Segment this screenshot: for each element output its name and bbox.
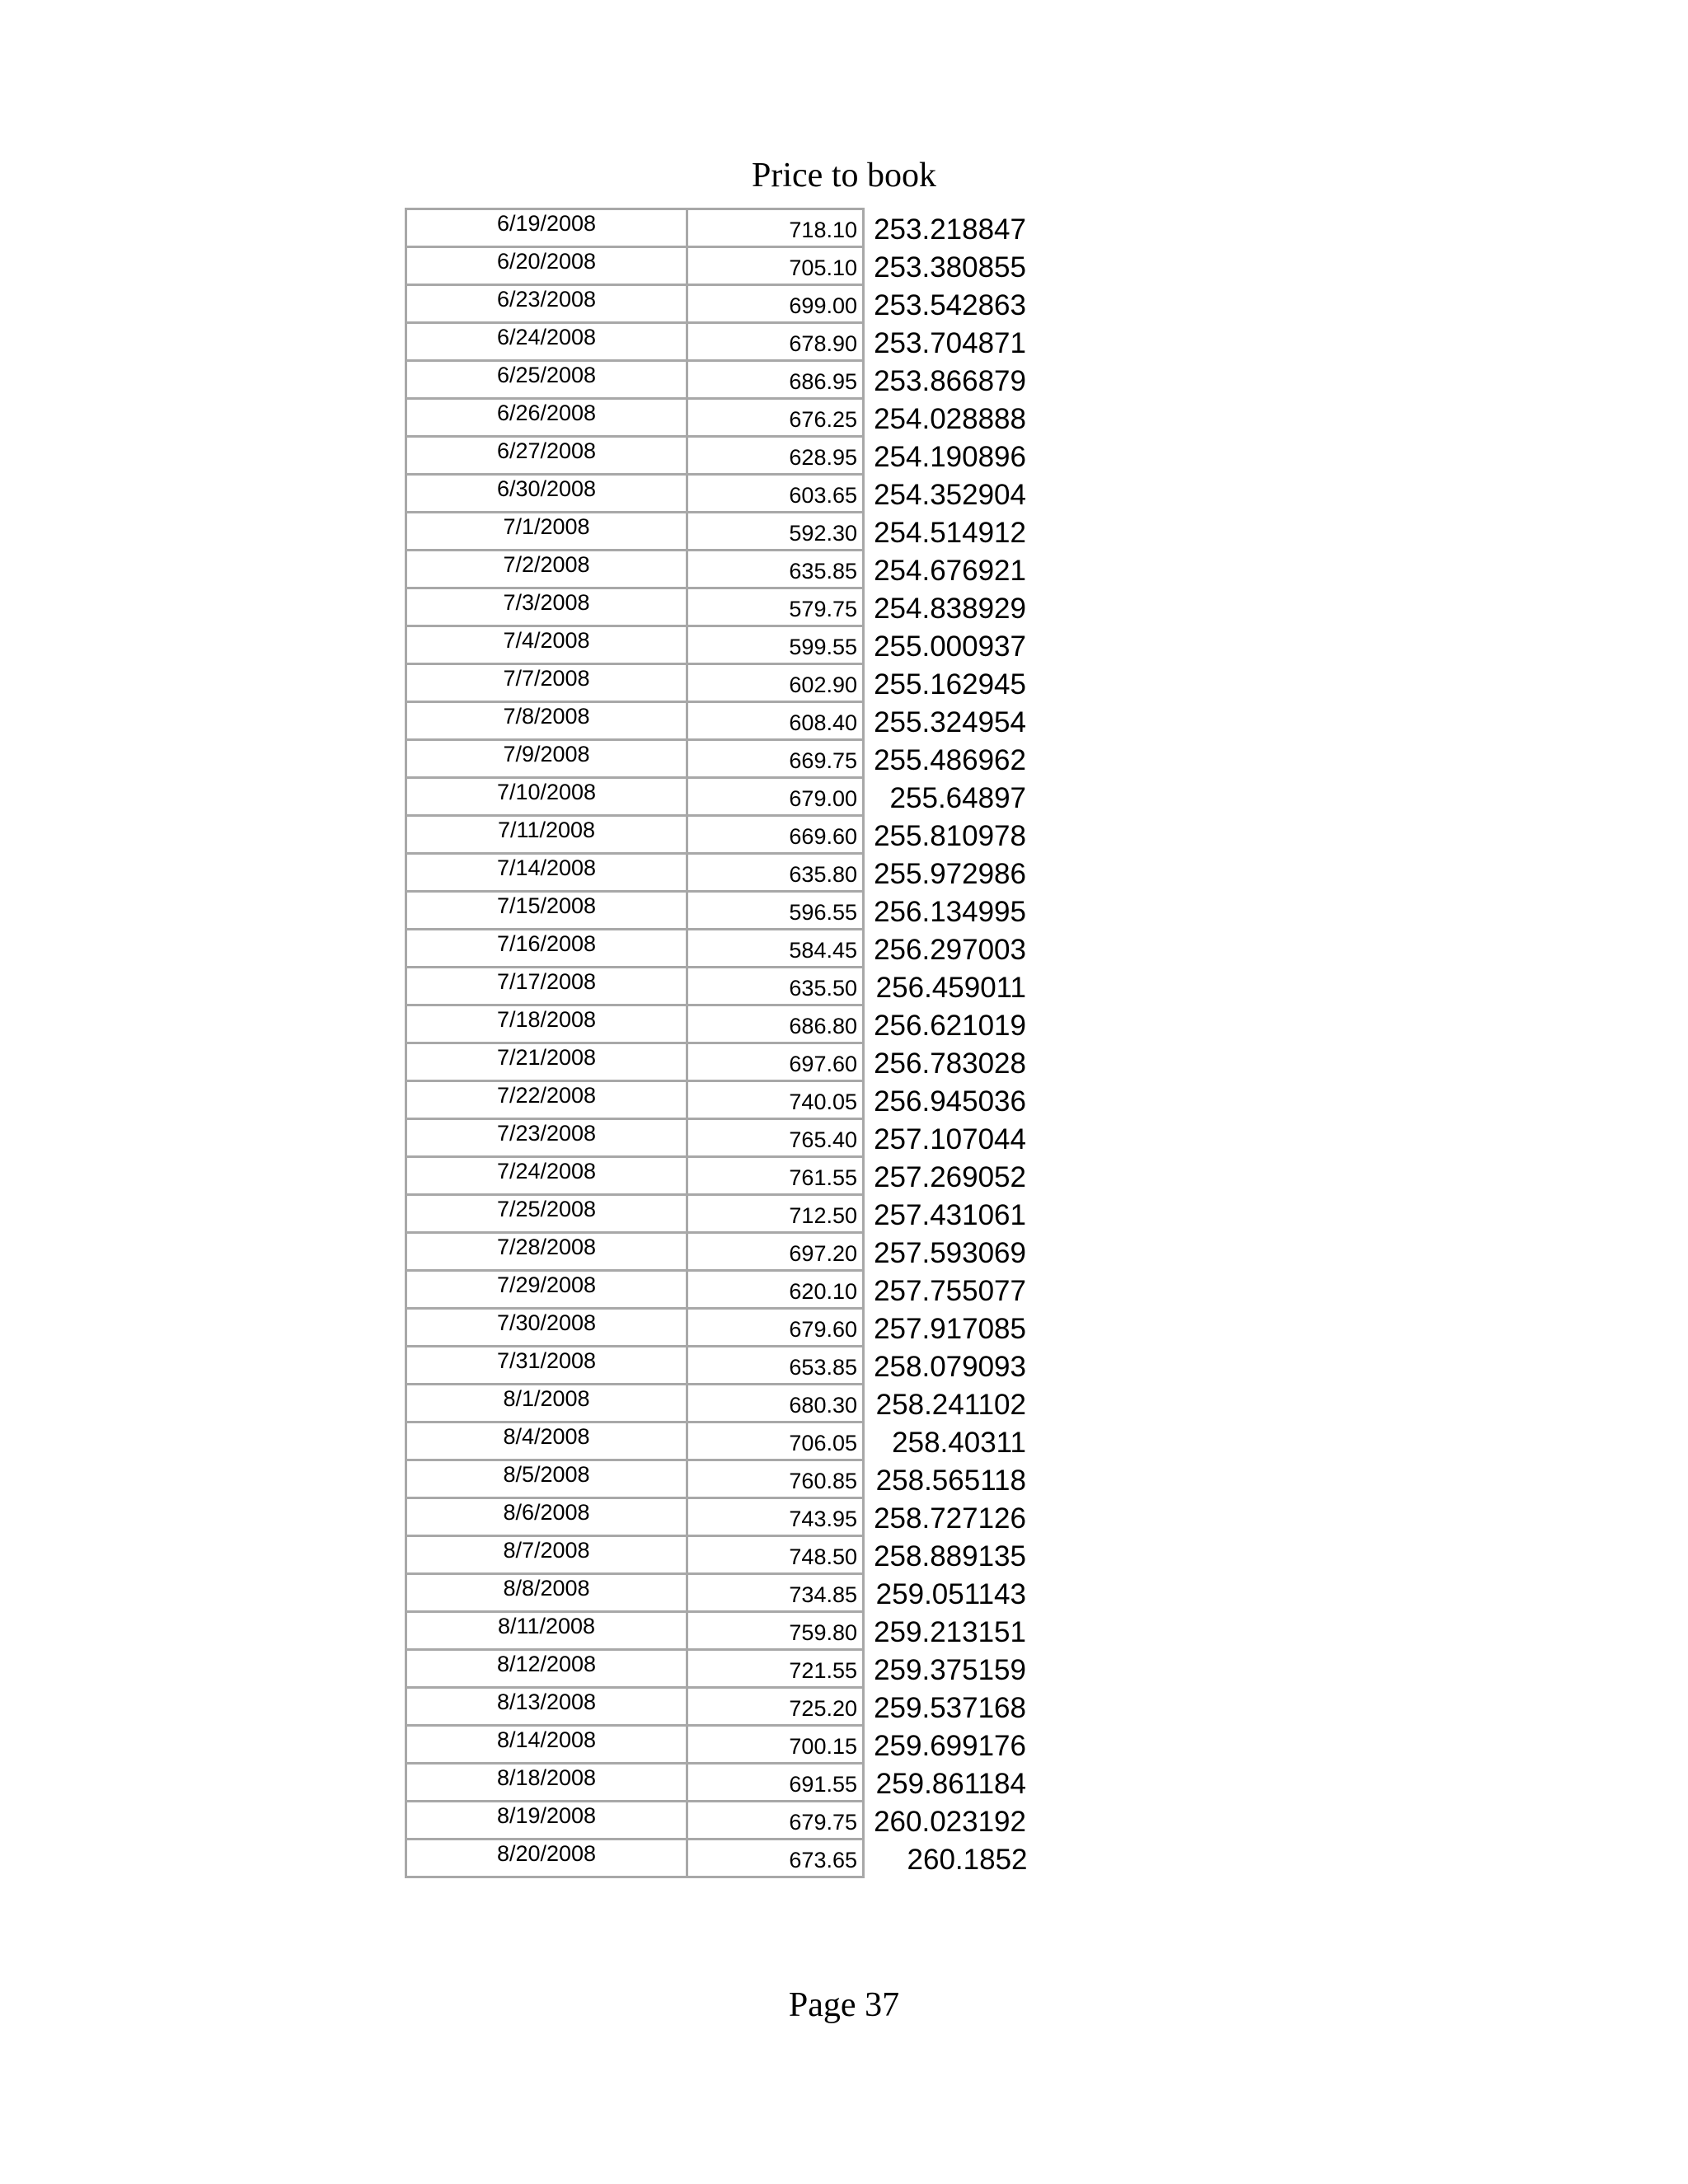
price-cell: 697.60 bbox=[687, 1043, 864, 1081]
date-cell: 6/26/2008 bbox=[406, 399, 687, 437]
date-cell: 7/8/2008 bbox=[406, 702, 687, 740]
price-cell: 759.80 bbox=[687, 1612, 864, 1650]
date-cell: 8/1/2008 bbox=[406, 1385, 687, 1422]
date-cell: 7/3/2008 bbox=[406, 588, 687, 626]
table-row bbox=[406, 1233, 1033, 1271]
table-body bbox=[406, 209, 1033, 1877]
ratio-cell: 259.699176 bbox=[874, 1729, 1026, 1762]
price-cell: 635.85 bbox=[687, 551, 864, 588]
price-cell: 596.55 bbox=[687, 892, 864, 930]
price-cell: 673.65 bbox=[687, 1840, 864, 1877]
ratio-cell: 259.537168 bbox=[874, 1691, 1026, 1724]
date-cell: 8/19/2008 bbox=[406, 1802, 687, 1840]
ratio-cell: 254.352904 bbox=[874, 478, 1026, 511]
price-cell: 635.50 bbox=[687, 968, 864, 1005]
price-cell: 584.45 bbox=[687, 930, 864, 968]
price-cell: 669.60 bbox=[687, 816, 864, 854]
date-cell: 7/9/2008 bbox=[406, 740, 687, 778]
table-row bbox=[406, 1840, 1033, 1877]
date-cell: 7/21/2008 bbox=[406, 1043, 687, 1081]
date-cell: 7/4/2008 bbox=[406, 626, 687, 664]
date-cell: 8/13/2008 bbox=[406, 1688, 687, 1726]
price-cell: 705.10 bbox=[687, 247, 864, 285]
ratio-cell: 253.542863 bbox=[874, 288, 1026, 321]
price-cell: 686.80 bbox=[687, 1005, 864, 1043]
table-row bbox=[406, 1422, 1033, 1460]
table-row bbox=[406, 1157, 1033, 1195]
date-cell: 8/18/2008 bbox=[406, 1764, 687, 1802]
table-row bbox=[406, 1309, 1033, 1347]
table-row bbox=[406, 1347, 1033, 1385]
price-cell: 676.25 bbox=[687, 399, 864, 437]
table-row bbox=[406, 1726, 1033, 1764]
table-row bbox=[406, 1574, 1033, 1612]
ratio-cell: 258.565118 bbox=[875, 1464, 1026, 1497]
price-cell: 608.40 bbox=[687, 702, 864, 740]
date-cell: 7/18/2008 bbox=[406, 1005, 687, 1043]
ratio-cell: 259.213151 bbox=[874, 1615, 1026, 1648]
table-row bbox=[406, 475, 1033, 513]
price-cell: 697.20 bbox=[687, 1233, 864, 1271]
price-cell: 653.85 bbox=[687, 1347, 864, 1385]
date-cell: 6/19/2008 bbox=[406, 209, 687, 247]
table-row bbox=[406, 323, 1033, 361]
table-row bbox=[406, 968, 1033, 1005]
ratio-cell: 255.324954 bbox=[874, 705, 1026, 738]
table-row bbox=[406, 930, 1033, 968]
table-row bbox=[406, 551, 1033, 588]
price-cell: 700.15 bbox=[687, 1726, 864, 1764]
table-row bbox=[406, 209, 1033, 247]
ratio-cell: 253.704871 bbox=[874, 326, 1026, 359]
price-cell: 579.75 bbox=[687, 588, 864, 626]
table-row bbox=[406, 816, 1033, 854]
table-row bbox=[406, 892, 1033, 930]
price-cell: 603.65 bbox=[687, 475, 864, 513]
ratio-cell: 256.297003 bbox=[874, 933, 1026, 966]
price-cell: 602.90 bbox=[687, 664, 864, 702]
table-row bbox=[406, 664, 1033, 702]
ratio-cell: 258.241102 bbox=[875, 1388, 1026, 1421]
table-row bbox=[406, 702, 1033, 740]
price-cell: 620.10 bbox=[687, 1271, 864, 1309]
table-row bbox=[406, 588, 1033, 626]
date-cell: 7/30/2008 bbox=[406, 1309, 687, 1347]
table-row bbox=[406, 854, 1033, 892]
table-row bbox=[406, 778, 1033, 816]
table-row bbox=[406, 1195, 1033, 1233]
date-cell: 7/15/2008 bbox=[406, 892, 687, 930]
date-cell: 7/17/2008 bbox=[406, 968, 687, 1005]
ratio-cell: 258.40311 bbox=[892, 1426, 1026, 1459]
date-cell: 8/5/2008 bbox=[406, 1460, 687, 1498]
price-cell: 599.55 bbox=[687, 626, 864, 664]
ratio-cell: 256.459011 bbox=[875, 971, 1026, 1004]
date-cell: 8/12/2008 bbox=[406, 1650, 687, 1688]
page-number: Page 37 bbox=[788, 1986, 900, 2024]
date-cell: 7/7/2008 bbox=[406, 664, 687, 702]
ratio-cell: 253.218847 bbox=[874, 213, 1026, 246]
ratio-cell: 256.945036 bbox=[874, 1085, 1026, 1118]
table-row bbox=[406, 626, 1033, 664]
date-cell: 6/24/2008 bbox=[406, 323, 687, 361]
date-cell: 7/1/2008 bbox=[406, 513, 687, 551]
ratio-cell: 256.621019 bbox=[874, 1009, 1026, 1042]
table-row bbox=[406, 1081, 1033, 1119]
date-cell: 8/6/2008 bbox=[406, 1498, 687, 1536]
ratio-cell: 255.810978 bbox=[874, 819, 1026, 852]
ratio-cell: 256.783028 bbox=[874, 1047, 1026, 1080]
price-cell: 628.95 bbox=[687, 437, 864, 475]
ratio-cell: 259.861184 bbox=[875, 1767, 1026, 1800]
date-cell: 8/14/2008 bbox=[406, 1726, 687, 1764]
price-cell: 718.10 bbox=[687, 209, 864, 247]
table-row bbox=[406, 1498, 1033, 1536]
ratio-cell: 254.676921 bbox=[874, 554, 1026, 587]
date-cell: 8/7/2008 bbox=[406, 1536, 687, 1574]
price-cell: 679.00 bbox=[687, 778, 864, 816]
table-row bbox=[406, 1536, 1033, 1574]
price-cell: 706.05 bbox=[687, 1422, 864, 1460]
table-row bbox=[406, 1802, 1033, 1840]
date-cell: 8/20/2008 bbox=[406, 1840, 687, 1877]
price-cell: 699.00 bbox=[687, 285, 864, 323]
ratio-cell: 257.107044 bbox=[874, 1122, 1026, 1155]
price-cell: 740.05 bbox=[687, 1081, 864, 1119]
ratio-cell: 258.079093 bbox=[874, 1350, 1026, 1383]
price-cell: 712.50 bbox=[687, 1195, 864, 1233]
price-cell: 765.40 bbox=[687, 1119, 864, 1157]
ratio-cell: 260.023192 bbox=[874, 1805, 1026, 1838]
price-cell: 669.75 bbox=[687, 740, 864, 778]
date-cell: 8/8/2008 bbox=[406, 1574, 687, 1612]
date-cell: 7/16/2008 bbox=[406, 930, 687, 968]
ratio-cell: 259.051143 bbox=[875, 1577, 1026, 1610]
date-cell: 6/20/2008 bbox=[406, 247, 687, 285]
table-row bbox=[406, 1688, 1033, 1726]
ratio-cell: 257.431061 bbox=[874, 1198, 1026, 1231]
ratio-cell: 260.1852 bbox=[907, 1843, 1028, 1876]
table-row bbox=[406, 399, 1033, 437]
date-cell: 6/27/2008 bbox=[406, 437, 687, 475]
price-cell: 678.90 bbox=[687, 323, 864, 361]
ratio-cell: 257.593069 bbox=[874, 1236, 1026, 1269]
price-cell: 725.20 bbox=[687, 1688, 864, 1726]
ratio-cell: 257.269052 bbox=[874, 1160, 1026, 1193]
date-cell: 7/24/2008 bbox=[406, 1157, 687, 1195]
date-cell: 6/25/2008 bbox=[406, 361, 687, 399]
ratio-cell: 253.866879 bbox=[874, 364, 1026, 397]
price-cell: 592.30 bbox=[687, 513, 864, 551]
table-row bbox=[406, 1119, 1033, 1157]
price-cell: 743.95 bbox=[687, 1498, 864, 1536]
price-cell: 760.85 bbox=[687, 1460, 864, 1498]
ratio-cell: 254.028888 bbox=[874, 402, 1026, 435]
ratio-cell: 254.190896 bbox=[874, 440, 1026, 473]
date-cell: 6/23/2008 bbox=[406, 285, 687, 323]
table-row bbox=[406, 1764, 1033, 1802]
date-cell: 7/28/2008 bbox=[406, 1233, 687, 1271]
table-row bbox=[406, 1650, 1033, 1688]
date-cell: 8/4/2008 bbox=[406, 1422, 687, 1460]
table-row bbox=[406, 285, 1033, 323]
table-row bbox=[406, 1271, 1033, 1309]
price-cell: 686.95 bbox=[687, 361, 864, 399]
ratio-cell: 259.375159 bbox=[874, 1653, 1026, 1686]
date-cell: 7/11/2008 bbox=[406, 816, 687, 854]
ratio-cell: 258.889135 bbox=[874, 1540, 1026, 1572]
ratio-cell: 257.755077 bbox=[874, 1274, 1026, 1307]
ratio-cell: 255.64897 bbox=[889, 781, 1026, 814]
price-cell: 748.50 bbox=[687, 1536, 864, 1574]
price-cell: 691.55 bbox=[687, 1764, 864, 1802]
ratio-cell: 255.486962 bbox=[874, 743, 1026, 776]
price-table bbox=[405, 208, 1034, 1878]
ratio-cell: 254.514912 bbox=[874, 516, 1026, 549]
price-cell: 761.55 bbox=[687, 1157, 864, 1195]
date-cell: 7/10/2008 bbox=[406, 778, 687, 816]
table-row bbox=[406, 361, 1033, 399]
ratio-cell: 253.380855 bbox=[874, 251, 1026, 284]
date-cell: 7/25/2008 bbox=[406, 1195, 687, 1233]
table-row bbox=[406, 1612, 1033, 1650]
date-cell: 7/29/2008 bbox=[406, 1271, 687, 1309]
ratio-cell: 258.727126 bbox=[874, 1502, 1026, 1535]
table-row bbox=[406, 1005, 1033, 1043]
ratio-cell: 255.972986 bbox=[874, 857, 1026, 890]
price-cell: 679.60 bbox=[687, 1309, 864, 1347]
price-cell: 679.75 bbox=[687, 1802, 864, 1840]
table-row bbox=[406, 437, 1033, 475]
date-cell: 7/22/2008 bbox=[406, 1081, 687, 1119]
ratio-cell: 255.162945 bbox=[874, 668, 1026, 701]
date-cell: 7/23/2008 bbox=[406, 1119, 687, 1157]
date-cell: 6/30/2008 bbox=[406, 475, 687, 513]
table-row bbox=[406, 247, 1033, 285]
table-row bbox=[406, 1043, 1033, 1081]
table-row bbox=[406, 1385, 1033, 1422]
date-cell: 7/31/2008 bbox=[406, 1347, 687, 1385]
price-cell: 680.30 bbox=[687, 1385, 864, 1422]
price-cell: 734.85 bbox=[687, 1574, 864, 1612]
ratio-cell: 257.917085 bbox=[874, 1312, 1026, 1345]
table-row bbox=[406, 740, 1033, 778]
date-cell: 8/11/2008 bbox=[406, 1612, 687, 1650]
date-cell: 7/14/2008 bbox=[406, 854, 687, 892]
price-cell: 721.55 bbox=[687, 1650, 864, 1688]
ratio-cell: 256.134995 bbox=[874, 895, 1026, 928]
date-cell: 7/2/2008 bbox=[406, 551, 687, 588]
page-title: Price to book bbox=[752, 157, 936, 194]
table-row bbox=[406, 513, 1033, 551]
price-cell: 635.80 bbox=[687, 854, 864, 892]
ratio-cell: 255.000937 bbox=[874, 630, 1026, 663]
ratio-cell: 254.838929 bbox=[874, 592, 1026, 625]
table-row bbox=[406, 1460, 1033, 1498]
